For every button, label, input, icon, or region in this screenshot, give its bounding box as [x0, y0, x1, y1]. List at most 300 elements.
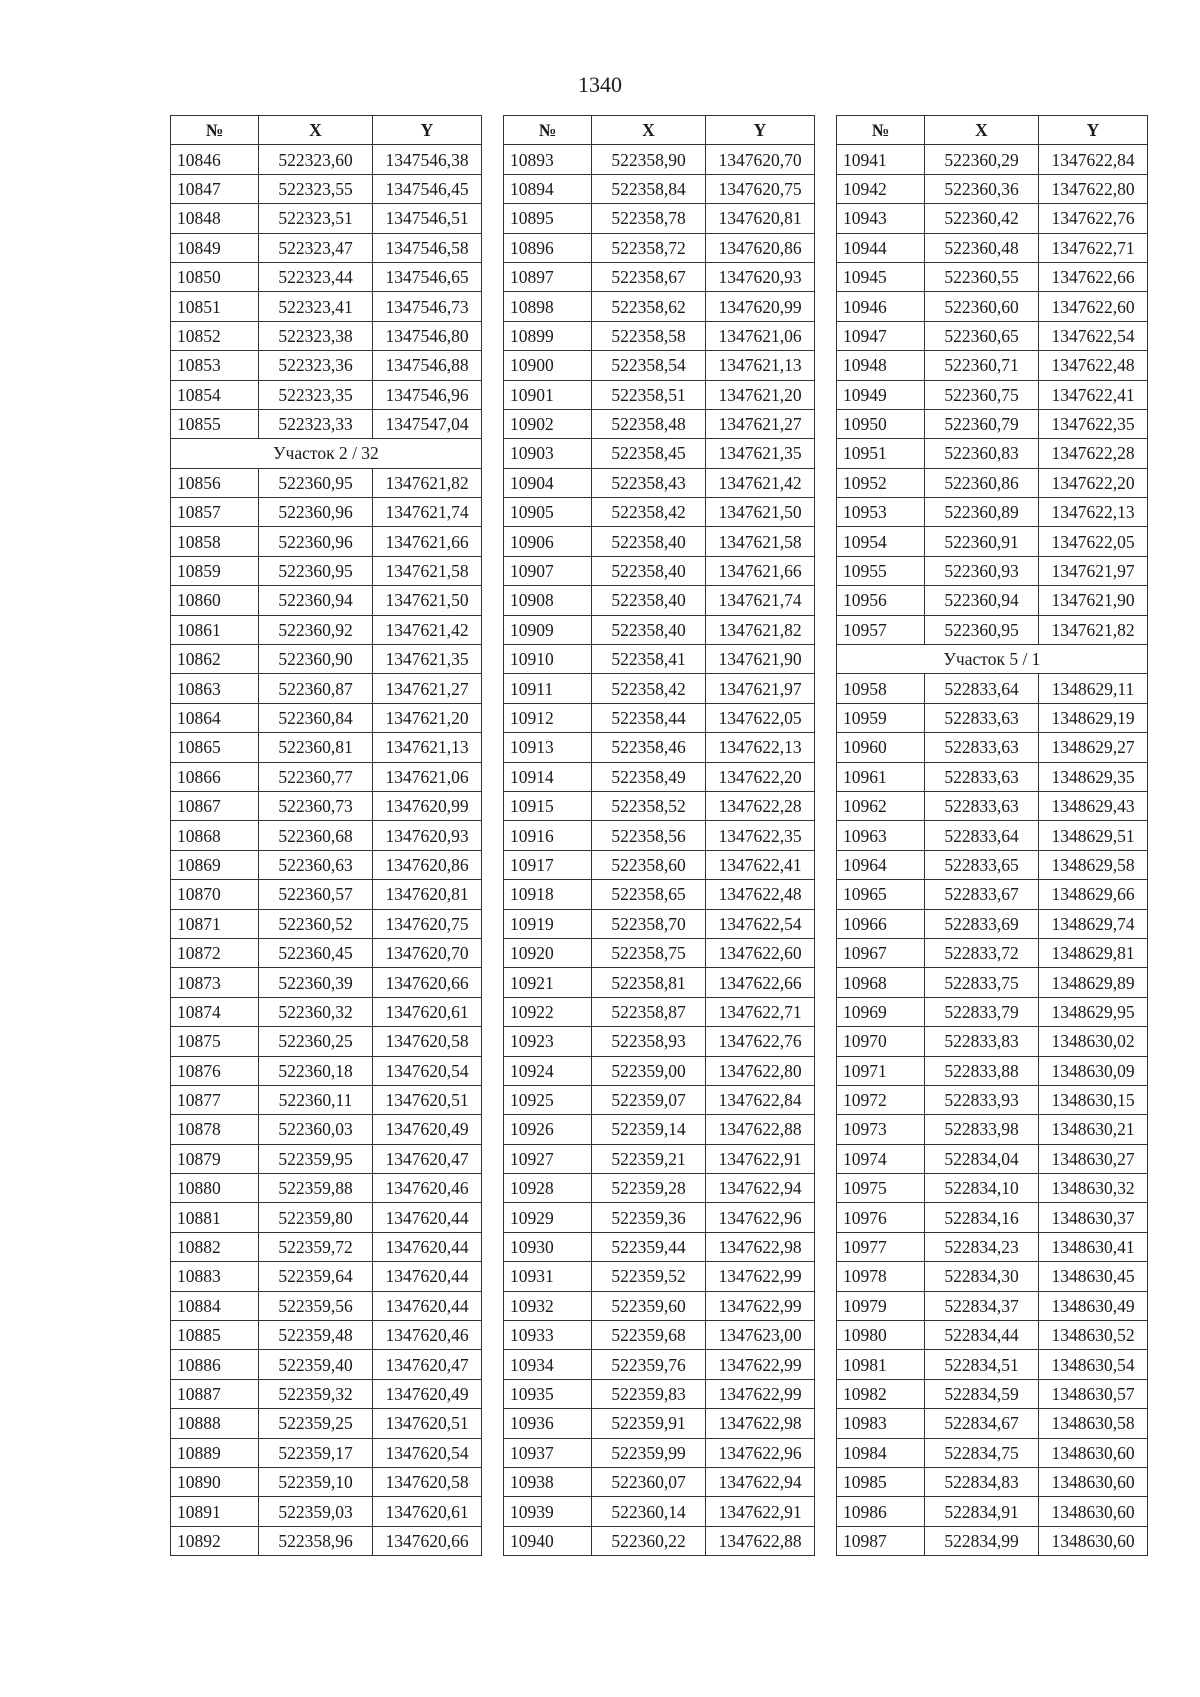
point-number: 10925 [504, 1085, 592, 1114]
x-coordinate: 522833,79 [925, 997, 1039, 1026]
table-row [504, 351, 815, 380]
y-coordinate: 1347622,35 [1039, 409, 1148, 438]
point-number: 10911 [504, 674, 592, 703]
table-row [837, 997, 1148, 1026]
point-number: 10971 [837, 1056, 925, 1085]
point-number: 10978 [837, 1262, 925, 1291]
table-row [171, 145, 482, 174]
y-coordinate: 1347546,73 [373, 292, 482, 321]
y-coordinate: 1347620,61 [373, 997, 482, 1026]
x-coordinate: 522358,43 [592, 468, 706, 497]
table-row [171, 1144, 482, 1173]
table-row [504, 468, 815, 497]
y-coordinate: 1347621,82 [373, 468, 482, 497]
header-row [171, 116, 482, 145]
point-number: 10951 [837, 439, 925, 468]
x-coordinate: 522833,83 [925, 1027, 1039, 1056]
y-coordinate: 1347620,47 [373, 1350, 482, 1379]
x-coordinate: 522323,36 [259, 351, 373, 380]
table-row [837, 586, 1148, 615]
x-coordinate: 522360,60 [925, 292, 1039, 321]
point-number: 10941 [837, 145, 925, 174]
table-row [171, 674, 482, 703]
point-number: 10962 [837, 791, 925, 820]
y-coordinate: 1347620,44 [373, 1203, 482, 1232]
point-number: 10880 [171, 1174, 259, 1203]
x-coordinate: 522359,32 [259, 1379, 373, 1408]
point-number: 10916 [504, 821, 592, 850]
point-number: 10961 [837, 762, 925, 791]
point-number: 10931 [504, 1262, 592, 1291]
x-coordinate: 522358,84 [592, 174, 706, 203]
point-number: 10943 [837, 204, 925, 233]
x-coordinate: 522358,40 [592, 586, 706, 615]
y-coordinate: 1347622,20 [1039, 468, 1148, 497]
y-coordinate: 1347546,80 [373, 321, 482, 350]
point-number: 10949 [837, 380, 925, 409]
x-coordinate: 522360,83 [925, 439, 1039, 468]
point-number: 10871 [171, 909, 259, 938]
y-coordinate: 1347621,66 [706, 556, 815, 585]
point-number: 10898 [504, 292, 592, 321]
point-number: 10976 [837, 1203, 925, 1232]
x-coordinate: 522359,03 [259, 1497, 373, 1526]
table-row [171, 233, 482, 262]
y-coordinate: 1347620,44 [373, 1262, 482, 1291]
table-row [171, 174, 482, 203]
x-coordinate: 522834,99 [925, 1526, 1039, 1555]
y-coordinate: 1347620,51 [373, 1085, 482, 1114]
x-coordinate: 522360,32 [259, 997, 373, 1026]
point-number: 10889 [171, 1438, 259, 1467]
x-coordinate: 522359,95 [259, 1144, 373, 1173]
table-row [837, 1085, 1148, 1114]
table-row [837, 1056, 1148, 1085]
y-coordinate: 1348629,35 [1039, 762, 1148, 791]
point-number: 10954 [837, 527, 925, 556]
x-coordinate: 522359,36 [592, 1203, 706, 1232]
x-coordinate: 522834,04 [925, 1144, 1039, 1173]
point-number: 10874 [171, 997, 259, 1026]
table-row [504, 1115, 815, 1144]
point-number: 10908 [504, 586, 592, 615]
table-row [837, 1232, 1148, 1261]
point-number: 10915 [504, 791, 592, 820]
y-coordinate: 1347620,86 [706, 233, 815, 262]
table-row [504, 909, 815, 938]
x-coordinate: 522834,91 [925, 1497, 1039, 1526]
x-coordinate: 522359,07 [592, 1085, 706, 1114]
x-coordinate: 522359,72 [259, 1232, 373, 1261]
y-coordinate: 1347621,74 [373, 498, 482, 527]
table-row [837, 880, 1148, 909]
x-coordinate: 522360,25 [259, 1027, 373, 1056]
y-coordinate: 1347620,58 [373, 1467, 482, 1496]
table-row [837, 762, 1148, 791]
point-number: 10952 [837, 468, 925, 497]
point-number: 10955 [837, 556, 925, 585]
x-coordinate: 522358,40 [592, 527, 706, 556]
y-coordinate: 1347622,84 [706, 1085, 815, 1114]
x-coordinate: 522358,42 [592, 498, 706, 527]
table-row [837, 1321, 1148, 1350]
table-row [504, 674, 815, 703]
x-coordinate: 522323,55 [259, 174, 373, 203]
table-row [171, 556, 482, 585]
table-row [504, 1526, 815, 1555]
table-row [171, 821, 482, 850]
y-coordinate: 1348630,49 [1039, 1291, 1148, 1320]
y-coordinate: 1348630,57 [1039, 1379, 1148, 1408]
y-coordinate: 1347621,13 [706, 351, 815, 380]
table-row [504, 380, 815, 409]
y-coordinate: 1347622,41 [706, 850, 815, 879]
table-row [171, 968, 482, 997]
x-coordinate: 522360,45 [259, 938, 373, 967]
y-coordinate: 1347620,66 [373, 968, 482, 997]
x-coordinate: 522360,11 [259, 1085, 373, 1114]
y-coordinate: 1348630,60 [1039, 1438, 1148, 1467]
x-coordinate: 522358,51 [592, 380, 706, 409]
point-number: 10901 [504, 380, 592, 409]
table-row [837, 1262, 1148, 1291]
coordinates-table-3 [836, 115, 1148, 1556]
x-coordinate: 522833,63 [925, 791, 1039, 820]
point-number: 10920 [504, 938, 592, 967]
y-coordinate: 1347621,42 [373, 615, 482, 644]
table-row [504, 174, 815, 203]
y-coordinate: 1347620,51 [373, 1409, 482, 1438]
x-coordinate: 522358,96 [259, 1526, 373, 1555]
point-number: 10932 [504, 1291, 592, 1320]
point-number: 10895 [504, 204, 592, 233]
point-number: 10973 [837, 1115, 925, 1144]
table-row [171, 498, 482, 527]
x-coordinate: 522360,57 [259, 880, 373, 909]
point-number: 10859 [171, 556, 259, 585]
y-coordinate: 1347620,99 [373, 791, 482, 820]
y-coordinate: 1347621,20 [373, 703, 482, 732]
x-coordinate: 522358,75 [592, 938, 706, 967]
table-row [837, 703, 1148, 732]
y-coordinate: 1347620,75 [373, 909, 482, 938]
point-number: 10942 [837, 174, 925, 203]
section-title: Участок 2 / 32 [171, 439, 482, 468]
point-number: 10900 [504, 351, 592, 380]
point-number: 10919 [504, 909, 592, 938]
y-coordinate: 1347622,94 [706, 1174, 815, 1203]
table-row [837, 909, 1148, 938]
y-coordinate: 1347622,88 [706, 1526, 815, 1555]
header-y: Y [1039, 116, 1148, 145]
table-row [171, 1467, 482, 1496]
table-row [837, 791, 1148, 820]
y-coordinate: 1347546,88 [373, 351, 482, 380]
x-coordinate: 522834,59 [925, 1379, 1039, 1408]
table-row [171, 468, 482, 497]
table-row [837, 1203, 1148, 1232]
table-row [504, 1056, 815, 1085]
y-coordinate: 1347621,58 [373, 556, 482, 585]
table-row [837, 1115, 1148, 1144]
y-coordinate: 1347621,27 [706, 409, 815, 438]
y-coordinate: 1347622,80 [1039, 174, 1148, 203]
table-row [504, 703, 815, 732]
y-coordinate: 1348630,37 [1039, 1203, 1148, 1232]
x-coordinate: 522358,65 [592, 880, 706, 909]
point-number: 10944 [837, 233, 925, 262]
table-row [837, 968, 1148, 997]
header-x: X [592, 116, 706, 145]
x-coordinate: 522360,75 [925, 380, 1039, 409]
x-coordinate: 522834,44 [925, 1321, 1039, 1350]
point-number: 10933 [504, 1321, 592, 1350]
x-coordinate: 522834,75 [925, 1438, 1039, 1467]
point-number: 10914 [504, 762, 592, 791]
table-row [504, 1144, 815, 1173]
y-coordinate: 1347620,44 [373, 1232, 482, 1261]
y-coordinate: 1347622,48 [706, 880, 815, 909]
y-coordinate: 1347620,93 [373, 821, 482, 850]
table-row [171, 909, 482, 938]
x-coordinate: 522833,69 [925, 909, 1039, 938]
x-coordinate: 522323,47 [259, 233, 373, 262]
x-coordinate: 522834,23 [925, 1232, 1039, 1261]
table-row [837, 850, 1148, 879]
point-number: 10864 [171, 703, 259, 732]
x-coordinate: 522360,14 [592, 1497, 706, 1526]
table-row [171, 1085, 482, 1114]
x-coordinate: 522833,63 [925, 733, 1039, 762]
y-coordinate: 1348629,11 [1039, 674, 1148, 703]
point-number: 10934 [504, 1350, 592, 1379]
y-coordinate: 1348630,21 [1039, 1115, 1148, 1144]
y-coordinate: 1347622,99 [706, 1262, 815, 1291]
y-coordinate: 1347620,61 [373, 1497, 482, 1526]
y-coordinate: 1347621,20 [706, 380, 815, 409]
y-coordinate: 1347546,58 [373, 233, 482, 262]
x-coordinate: 522360,71 [925, 351, 1039, 380]
point-number: 10921 [504, 968, 592, 997]
point-number: 10907 [504, 556, 592, 585]
x-coordinate: 522359,28 [592, 1174, 706, 1203]
point-number: 10897 [504, 262, 592, 291]
table-row [171, 645, 482, 674]
point-number: 10945 [837, 262, 925, 291]
x-coordinate: 522358,52 [592, 791, 706, 820]
point-number: 10873 [171, 968, 259, 997]
x-coordinate: 522833,88 [925, 1056, 1039, 1085]
x-coordinate: 522834,37 [925, 1291, 1039, 1320]
point-number: 10972 [837, 1085, 925, 1114]
y-coordinate: 1348630,54 [1039, 1350, 1148, 1379]
point-number: 10877 [171, 1085, 259, 1114]
x-coordinate: 522360,84 [259, 703, 373, 732]
y-coordinate: 1347622,60 [1039, 292, 1148, 321]
x-coordinate: 522359,00 [592, 1056, 706, 1085]
point-number: 10975 [837, 1174, 925, 1203]
y-coordinate: 1347622,88 [706, 1115, 815, 1144]
point-number: 10861 [171, 615, 259, 644]
table-row [171, 1232, 482, 1261]
point-number: 10936 [504, 1409, 592, 1438]
y-coordinate: 1347622,35 [706, 821, 815, 850]
y-coordinate: 1348630,60 [1039, 1497, 1148, 1526]
table-row [171, 762, 482, 791]
y-coordinate: 1347622,41 [1039, 380, 1148, 409]
point-number: 10909 [504, 615, 592, 644]
x-coordinate: 522833,93 [925, 1085, 1039, 1114]
point-number: 10890 [171, 1467, 259, 1496]
table-row [504, 586, 815, 615]
x-coordinate: 522360,95 [259, 556, 373, 585]
table-row [504, 1085, 815, 1114]
point-number: 10963 [837, 821, 925, 850]
x-coordinate: 522360,42 [925, 204, 1039, 233]
table-row [504, 615, 815, 644]
point-number: 10854 [171, 380, 259, 409]
point-number: 10964 [837, 850, 925, 879]
y-coordinate: 1347621,35 [706, 439, 815, 468]
x-coordinate: 522359,17 [259, 1438, 373, 1467]
table-row [837, 615, 1148, 644]
y-coordinate: 1347622,91 [706, 1144, 815, 1173]
point-number: 10979 [837, 1291, 925, 1320]
point-number: 10903 [504, 439, 592, 468]
point-number: 10987 [837, 1526, 925, 1555]
y-coordinate: 1347620,47 [373, 1144, 482, 1173]
x-coordinate: 522358,93 [592, 1027, 706, 1056]
table-row [837, 498, 1148, 527]
point-number: 10935 [504, 1379, 592, 1408]
x-coordinate: 522360,96 [259, 527, 373, 556]
y-coordinate: 1347622,99 [706, 1379, 815, 1408]
x-coordinate: 522360,68 [259, 821, 373, 850]
point-number: 10956 [837, 586, 925, 615]
y-coordinate: 1347621,97 [706, 674, 815, 703]
point-number: 10894 [504, 174, 592, 203]
point-number: 10965 [837, 880, 925, 909]
y-coordinate: 1347622,84 [1039, 145, 1148, 174]
point-number: 10986 [837, 1497, 925, 1526]
table-row [171, 1174, 482, 1203]
point-number: 10947 [837, 321, 925, 350]
y-coordinate: 1347622,91 [706, 1497, 815, 1526]
header-row [837, 116, 1148, 145]
x-coordinate: 522360,79 [925, 409, 1039, 438]
table-row [504, 1438, 815, 1467]
table-row [504, 1409, 815, 1438]
x-coordinate: 522360,95 [259, 468, 373, 497]
y-coordinate: 1347546,65 [373, 262, 482, 291]
table-row [837, 556, 1148, 585]
table-row [837, 380, 1148, 409]
y-coordinate: 1348629,58 [1039, 850, 1148, 879]
y-coordinate: 1347621,42 [706, 468, 815, 497]
x-coordinate: 522323,41 [259, 292, 373, 321]
x-coordinate: 522323,51 [259, 204, 373, 233]
table-row [504, 204, 815, 233]
table-row [171, 409, 482, 438]
point-number: 10865 [171, 733, 259, 762]
y-coordinate: 1348629,27 [1039, 733, 1148, 762]
y-coordinate: 1347622,76 [1039, 204, 1148, 233]
header-x: X [259, 116, 373, 145]
section-title: Участок 5 / 1 [837, 645, 1148, 674]
point-number: 10970 [837, 1027, 925, 1056]
table-row [171, 351, 482, 380]
point-number: 10858 [171, 527, 259, 556]
table-row [171, 1409, 482, 1438]
point-number: 10912 [504, 703, 592, 732]
x-coordinate: 522323,38 [259, 321, 373, 350]
table-row [171, 1321, 482, 1350]
x-coordinate: 522360,96 [259, 498, 373, 527]
point-number: 10879 [171, 1144, 259, 1173]
table-row [171, 733, 482, 762]
y-coordinate: 1348630,02 [1039, 1027, 1148, 1056]
point-number: 10902 [504, 409, 592, 438]
y-coordinate: 1348629,66 [1039, 880, 1148, 909]
x-coordinate: 522360,22 [592, 1526, 706, 1555]
y-coordinate: 1347622,28 [706, 791, 815, 820]
table-row [504, 880, 815, 909]
x-coordinate: 522358,87 [592, 997, 706, 1026]
point-number: 10876 [171, 1056, 259, 1085]
x-coordinate: 522360,94 [259, 586, 373, 615]
y-coordinate: 1347621,97 [1039, 556, 1148, 585]
y-coordinate: 1347621,82 [706, 615, 815, 644]
table-row [171, 527, 482, 556]
table-row [837, 321, 1148, 350]
x-coordinate: 522360,95 [925, 615, 1039, 644]
y-coordinate: 1347622,20 [706, 762, 815, 791]
table-row [504, 321, 815, 350]
x-coordinate: 522358,48 [592, 409, 706, 438]
table-row [171, 321, 482, 350]
header-y: Y [706, 116, 815, 145]
table-row [171, 1350, 482, 1379]
point-number: 10862 [171, 645, 259, 674]
x-coordinate: 522359,52 [592, 1262, 706, 1291]
x-coordinate: 522833,65 [925, 850, 1039, 879]
y-coordinate: 1347622,48 [1039, 351, 1148, 380]
table-row [171, 1056, 482, 1085]
x-coordinate: 522359,99 [592, 1438, 706, 1467]
point-number: 10974 [837, 1144, 925, 1173]
y-coordinate: 1347622,54 [1039, 321, 1148, 350]
point-number: 10872 [171, 938, 259, 967]
table-row [171, 204, 482, 233]
table-row [504, 968, 815, 997]
table-row [171, 1027, 482, 1056]
x-coordinate: 522358,42 [592, 674, 706, 703]
y-coordinate: 1347621,13 [373, 733, 482, 762]
y-coordinate: 1347621,50 [373, 586, 482, 615]
x-coordinate: 522358,45 [592, 439, 706, 468]
y-coordinate: 1348630,27 [1039, 1144, 1148, 1173]
table-row [504, 527, 815, 556]
x-coordinate: 522358,56 [592, 821, 706, 850]
x-coordinate: 522358,49 [592, 762, 706, 791]
x-coordinate: 522359,48 [259, 1321, 373, 1350]
table-row [837, 292, 1148, 321]
table-row [171, 1291, 482, 1320]
table-row [837, 233, 1148, 262]
y-coordinate: 1347621,90 [1039, 586, 1148, 615]
x-coordinate: 522359,21 [592, 1144, 706, 1173]
table-row [504, 1321, 815, 1350]
